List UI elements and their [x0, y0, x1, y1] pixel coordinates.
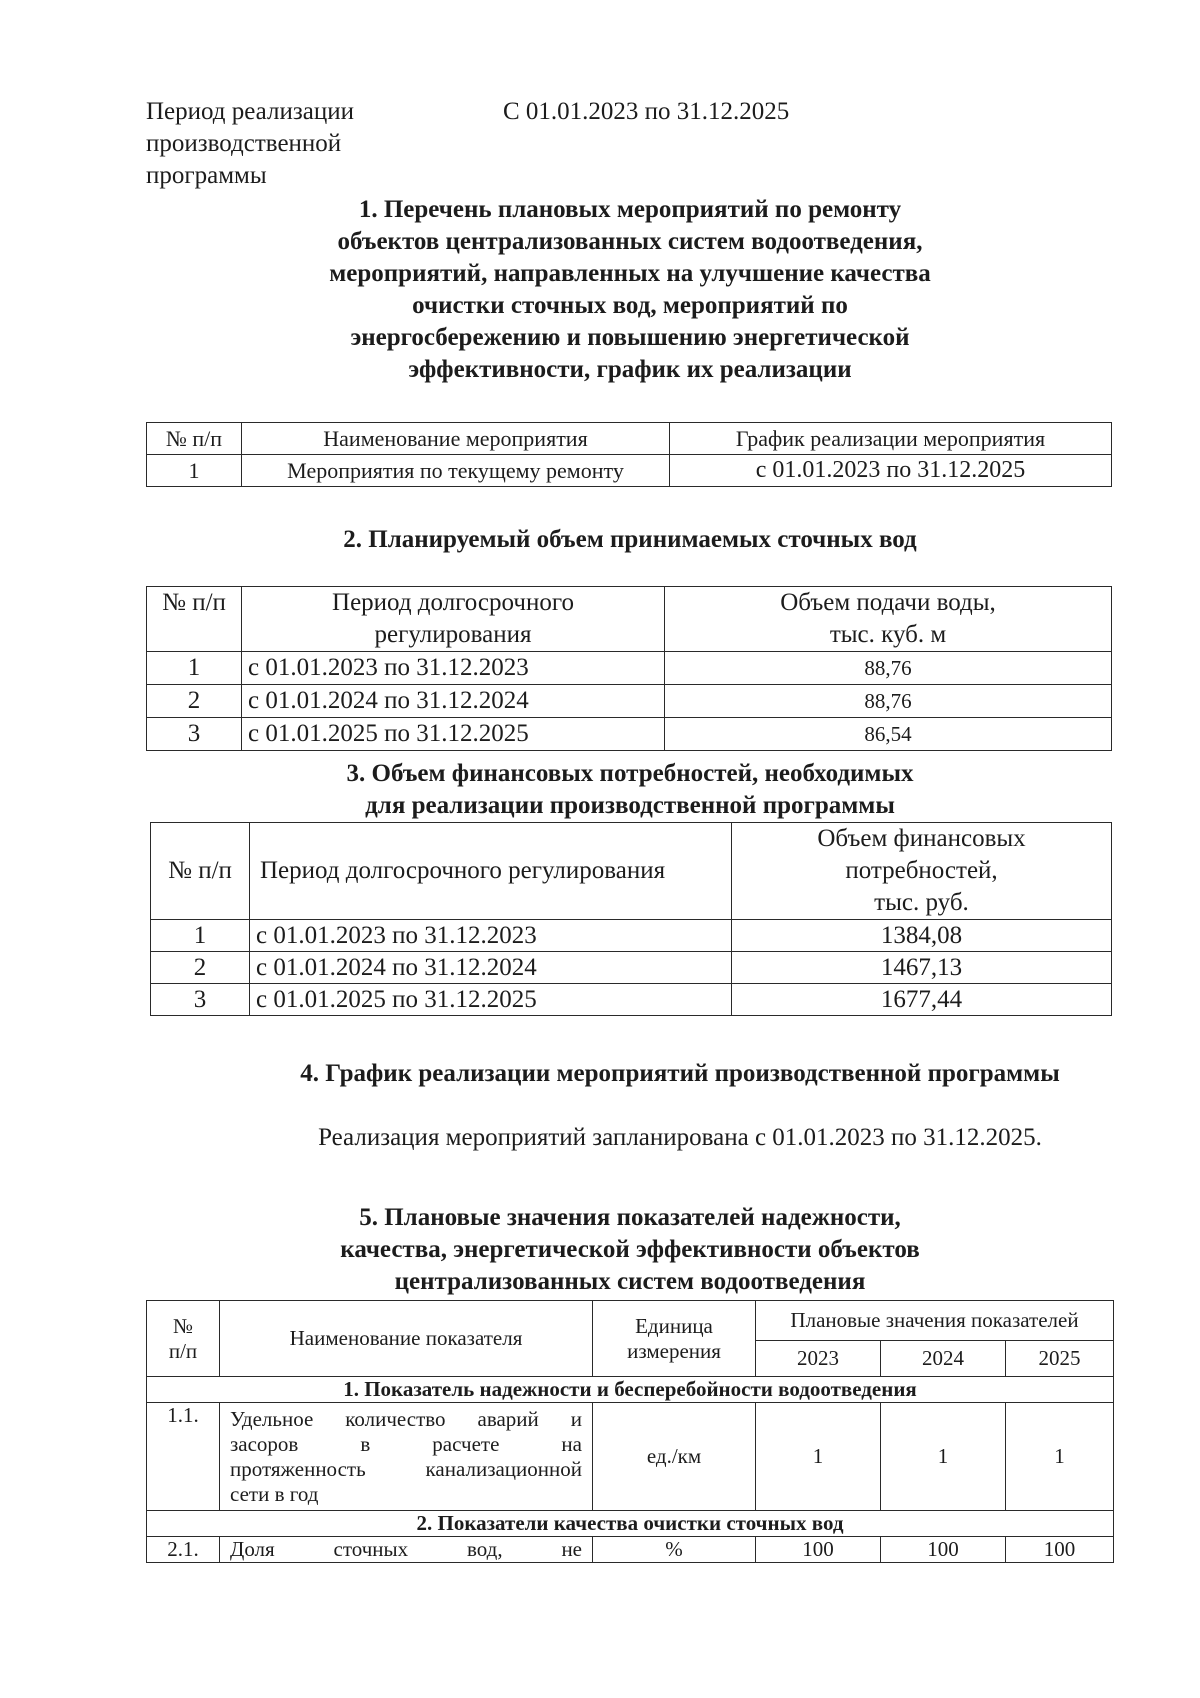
column-header: № п/п: [147, 587, 242, 652]
indicator-value: 1: [1006, 1403, 1114, 1511]
indicator-name-line: засоров в расчете на: [230, 1431, 582, 1456]
indicators-table: [146, 1300, 1114, 1563]
indicator-unit: ед./км: [593, 1403, 756, 1511]
indicator-unit: %: [593, 1537, 756, 1563]
year-header: 2023: [756, 1341, 881, 1377]
row-value: 88,76: [665, 652, 1112, 685]
section5-title: [140, 1202, 1120, 1298]
row-num: 1: [151, 920, 250, 952]
row-period: с 01.01.2023 по 31.12.2023: [250, 920, 732, 952]
row-period: с 01.01.2024 по 31.12.2024: [242, 685, 665, 718]
row-value: 1467,13: [732, 952, 1112, 984]
column-header: [242, 587, 665, 652]
activity-name: Мероприятия по текущему ремонту: [242, 455, 670, 487]
section3-title-line: для реализации производственной программы: [365, 792, 895, 819]
period-label: [146, 96, 446, 192]
column-header-line: №: [172, 1313, 194, 1338]
indicator-value: 100: [756, 1537, 881, 1563]
row-num: 3: [151, 984, 250, 1016]
column-header-line: потребностей,: [845, 857, 998, 884]
period-label-line: программы: [146, 162, 267, 189]
table-row: [151, 920, 1112, 952]
indicator-value: 100: [1006, 1537, 1114, 1563]
column-header: [732, 823, 1112, 920]
column-header: Период долгосрочного регулирования: [250, 823, 732, 920]
column-header-line: Период долгосрочного: [332, 589, 574, 616]
activity-schedule: с 01.01.2023 по 31.12.2025: [670, 455, 1112, 487]
column-header-line: измерения: [627, 1338, 721, 1363]
row-num: 2.1.: [147, 1537, 220, 1563]
column-header: Наименование показателя: [220, 1301, 593, 1377]
section1-title: [140, 194, 1120, 386]
financial-needs-table: [150, 822, 1112, 1016]
row-value: 1677,44: [732, 984, 1112, 1016]
row-period: с 01.01.2023 по 31.12.2023: [242, 652, 665, 685]
column-header-line: тыс. руб.: [874, 889, 969, 916]
indicator-name-line: Удельное количество аварий и: [230, 1406, 582, 1431]
section1-title-line: 1. Перечень плановых мероприятий по ремонту: [358, 196, 902, 223]
section1-title-line: объектов централизованных систем водоотведения,: [337, 228, 923, 255]
row-period: с 01.01.2025 по 31.12.2025: [250, 984, 732, 1016]
column-header: Наименование мероприятия: [242, 423, 670, 455]
section1-title-line: эффективности, график их реализации: [408, 356, 852, 383]
indicator-name: [220, 1537, 593, 1563]
row-num: 1: [147, 455, 242, 487]
column-header: График реализации мероприятия: [670, 423, 1112, 455]
column-header-line: Объем подачи воды,: [780, 589, 996, 616]
column-header-line: Единица: [635, 1313, 713, 1338]
column-header: Плановые значения показателей: [756, 1301, 1114, 1341]
table-row: [147, 685, 1112, 718]
indicator-name: [220, 1403, 593, 1511]
group-title: 1. Показатель надежности и бесперебойности водоотведения: [147, 1377, 1114, 1403]
wastewater-volume-table: [146, 586, 1112, 751]
table-header-row: [147, 1301, 1114, 1341]
year-header: 2025: [1006, 1341, 1114, 1377]
indicator-name-line: Доля сточных вод, не: [230, 1537, 582, 1561]
section4-text: Реализация мероприятий запланирована с 01.01.2023 по 31.12.2025.: [318, 1124, 1042, 1151]
section1-title-line: энергосбережению и повышению энергетической: [350, 324, 910, 351]
indicator-name-line: протяженность канализационной: [230, 1456, 582, 1481]
table-row: [147, 652, 1112, 685]
row-value: 1384,08: [732, 920, 1112, 952]
table-row: [147, 455, 1112, 487]
row-num: 1.1.: [147, 1403, 220, 1511]
column-header-line: п/п: [168, 1338, 198, 1363]
table-header-row: [147, 587, 1112, 652]
period-value: С 01.01.2023 по 31.12.2025: [503, 98, 790, 125]
section3-title: [140, 758, 1120, 822]
table-row: [151, 952, 1112, 984]
row-period: с 01.01.2024 по 31.12.2024: [250, 952, 732, 984]
section4-title: 4. График реализации мероприятий производственной программы: [300, 1060, 1060, 1087]
activities-table: [146, 422, 1112, 487]
period-label-line: производственной: [146, 130, 342, 157]
group-row: [147, 1511, 1114, 1537]
group-row: [147, 1377, 1114, 1403]
year-header: 2024: [881, 1341, 1006, 1377]
table-row: [151, 984, 1112, 1016]
table-header-row: [147, 423, 1112, 455]
period-label-line: Период реализации: [146, 98, 354, 125]
indicator-value: 100: [881, 1537, 1006, 1563]
section3-title-line: 3. Объем финансовых потребностей, необходимых: [346, 760, 914, 787]
section1-title-line: очистки сточных вод, мероприятий по: [412, 292, 848, 319]
table-row: [147, 1403, 1114, 1511]
indicator-value: 1: [756, 1403, 881, 1511]
column-header: № п/п: [151, 823, 250, 920]
indicator-value: 1: [881, 1403, 1006, 1511]
column-header-line: регулирования: [374, 621, 532, 648]
row-num: 1: [147, 652, 242, 685]
column-header: [593, 1301, 756, 1377]
column-header: [665, 587, 1112, 652]
row-num: 2: [147, 685, 242, 718]
column-header-line: Объем финансовых: [817, 825, 1026, 852]
table-row: [147, 1537, 1114, 1563]
group-title: 2. Показатели качества очистки сточных вод: [147, 1511, 1114, 1537]
table-header-row: [151, 823, 1112, 920]
table-row: [147, 718, 1112, 751]
section5-title-line: качества, энергетической эффективности объектов: [340, 1236, 920, 1263]
section5-title-line: централизованных систем водоотведения: [394, 1268, 866, 1295]
row-num: 3: [147, 718, 242, 751]
column-header-line: тыс. куб. м: [829, 621, 947, 648]
indicator-name-line: сети в год: [230, 1481, 319, 1506]
section5-title-line: 5. Плановые значения показателей надежности,: [359, 1204, 901, 1231]
row-value: 86,54: [665, 718, 1112, 751]
row-num: 2: [151, 952, 250, 984]
row-period: с 01.01.2025 по 31.12.2025: [242, 718, 665, 751]
row-value: 88,76: [665, 685, 1112, 718]
section1-title-line: мероприятий, направленных на улучшение качества: [329, 260, 931, 287]
section2-title: 2. Планируемый объем принимаемых сточных вод: [343, 526, 917, 553]
column-header: № п/п: [147, 423, 242, 455]
column-header: [147, 1301, 220, 1377]
